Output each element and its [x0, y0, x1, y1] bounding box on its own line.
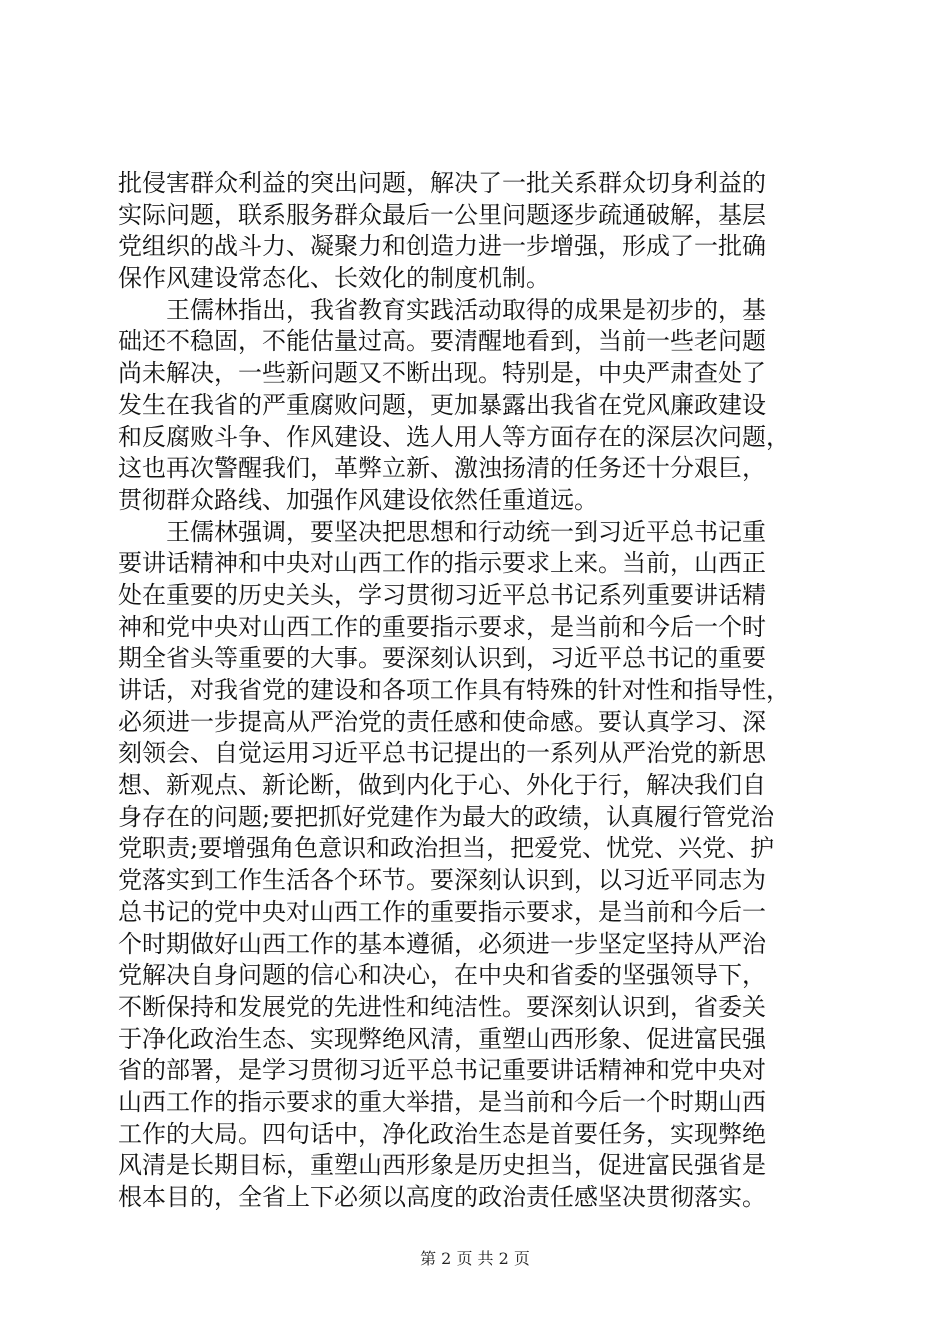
text-line: 不断保持和发展党的先进性和纯洁性。要深刻认识到，省委关 — [118, 992, 766, 1021]
text-line: 个时期做好山西工作的基本遵循，必须进一步坚定坚持从严治 — [118, 929, 766, 958]
text-line: 发生在我省的严重腐败问题，更加暴露出我省在党风廉政建设 — [118, 390, 766, 419]
text-line: 想、新观点、新论断，做到内化于心、外化于行，解决我们自 — [118, 771, 766, 800]
text-line: 省的部署，是学习贯彻习近平总书记重要讲话精神和党中央对 — [118, 1056, 766, 1085]
text-line: 神和党中央对山西工作的重要指示要求，是当前和今后一个时 — [118, 612, 766, 641]
text-line: 要讲话精神和中央对山西工作的指示要求上来。当前，山西正 — [118, 549, 766, 578]
text-line: 讲话，对我省党的建设和各项工作具有特殊的针对性和指导性， — [118, 676, 790, 704]
text-line: 批侵害群众利益的突出问题，解决了一批关系群众切身利益的 — [118, 169, 766, 197]
body-text — [118, 168, 830, 1214]
text-line: 工作的大局。四句话中，净化政治生态是首要任务，实现弊绝 — [118, 1119, 766, 1148]
page-footer: 第 2 页 共 2 页 — [420, 1249, 530, 1268]
text-line: 总书记的党中央对山西工作的重要指示要求，是当前和今后一 — [118, 897, 766, 926]
text-line: 党落实到工作生活各个环节。要深刻认识到，以习近平同志为 — [118, 866, 766, 895]
text-line: 础还不稳固，不能估量过高。要清醒地看到，当前一些老问题 — [118, 327, 766, 356]
text-line: 贯彻群众路线、加强作风建设依然任重道远。 — [118, 485, 598, 514]
text-line: 根本目的，全省上下必须以高度的政治责任感坚决贯彻落实。 — [118, 1183, 766, 1211]
text-line: 党职责;要增强角色意识和政治担当，把爱党、忧党、兴党、护 — [118, 834, 775, 863]
text-line: 期全省头等重要的大事。要深刻认识到，习近平总书记的重要 — [118, 644, 766, 673]
text-line: 尚未解决，一些新问题又不断出现。特别是，中央严肃查处了 — [118, 359, 766, 388]
text-line: 必须进一步提高从严治党的责任感和使命感。要认真学习、深 — [118, 707, 766, 736]
text-line: 风清是长期目标，重塑山西形象是历史担当，促进富民强省是 — [118, 1151, 766, 1180]
text-line: 处在重要的历史关头，学习贯彻习近平总书记系列重要讲话精 — [118, 580, 766, 609]
text-line: 刻领会、自觉运用习近平总书记提出的一系列从严治党的新思 — [118, 739, 766, 768]
text-line: 于净化政治生态、实现弊绝风清，重塑山西形象、促进富民强 — [118, 1024, 766, 1053]
text-line: 王儒林指出，我省教育实践活动取得的成果是初步的，基 — [118, 295, 766, 324]
text-line: 这也再次警醒我们，革弊立新、激浊扬清的任务还十分艰巨， — [118, 454, 766, 483]
text-line: 实际问题，联系服务群众最后一公里问题逐步疏通破解，基层 — [118, 200, 766, 229]
text-line: 保作风建设常态化、长效化的制度机制。 — [118, 264, 550, 293]
text-line: 王儒林强调，要坚决把思想和行动统一到习近平总书记重 — [118, 517, 766, 546]
text-line: 山西工作的指示要求的重大举措，是当前和今后一个时期山西 — [118, 1087, 766, 1116]
text-line: 党组织的战斗力、凝聚力和创造力进一步增强，形成了一批确 — [118, 232, 766, 261]
text-line: 和反腐败斗争、作风建设、选人用人等方面存在的深层次问题， — [118, 422, 790, 451]
text-line: 党解决自身问题的信心和决心，在中央和省委的坚强领导下， — [118, 961, 766, 990]
text-line: 身存在的问题;要把抓好党建作为最大的政绩，认真履行管党治 — [118, 802, 775, 831]
